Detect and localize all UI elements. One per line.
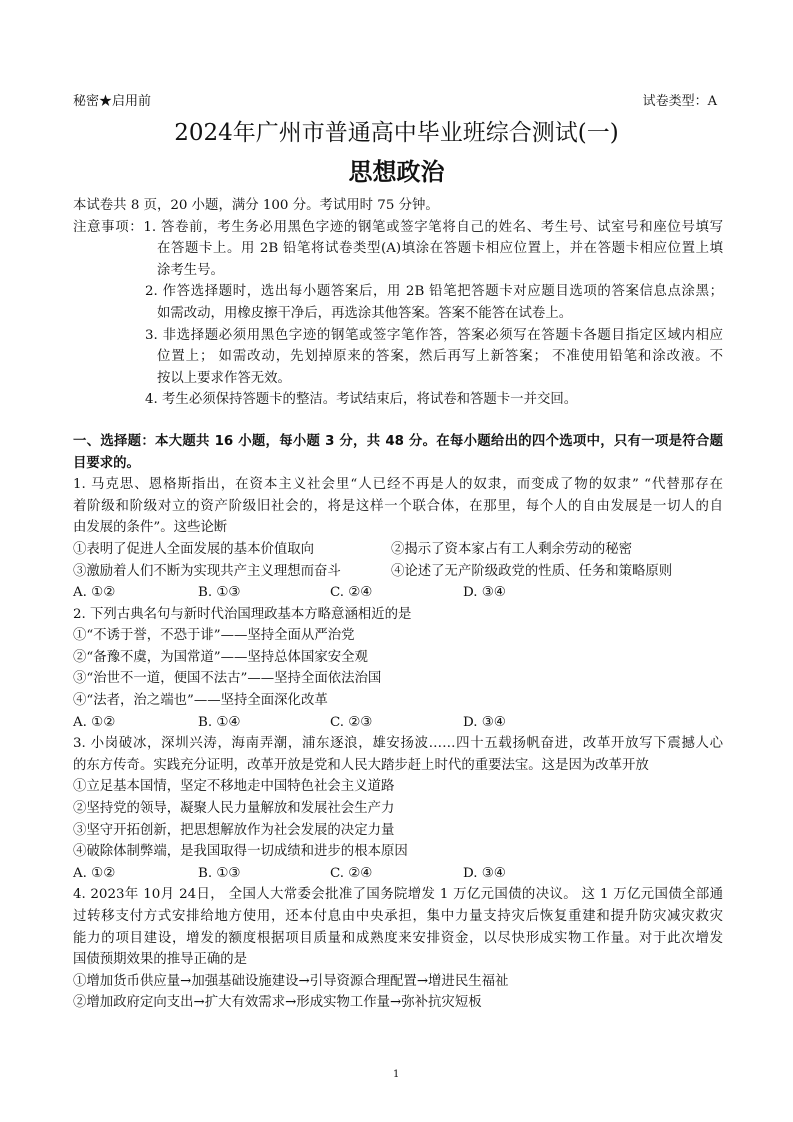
note-1-cont: 涂考生号。 bbox=[157, 262, 224, 278]
choice-c: C. ②③ bbox=[330, 714, 373, 730]
q4-item: ①增加货币供应量→加强基础设施建设→引导资源合理配置→增进民生福祉 bbox=[73, 973, 509, 989]
q3-item: ②坚持党的领导，凝聚人民力量解放和发展社会生产力 bbox=[73, 801, 395, 817]
q3-item: ④破除体制弊端，是我国取得一切成绩和进步的根本原因 bbox=[73, 844, 408, 860]
q3-stem: 的东方传奇。实践充分证明，改革开放是党和人民大踏步赶上时代的重要法宝。这是因为改革开放 bbox=[73, 757, 649, 773]
q2-item: ③“治世不一道，便国不法古”——坚持全面依法治国 bbox=[73, 671, 382, 687]
choice-c: C. ②④ bbox=[330, 585, 373, 601]
section-heading: 一、选择题：本大题共 16 小题，每小题 3 分，共 48 分。在每小题给出的四个选项中，只有一项是符合题 bbox=[73, 433, 723, 449]
q1-choices bbox=[73, 582, 723, 604]
section-heading-cont: 目要求的。 bbox=[73, 455, 140, 471]
q1-items-row bbox=[73, 539, 723, 561]
choice-b: B. ①③ bbox=[198, 865, 241, 881]
note-3: 3. 非选择题必须用黑色字迹的钢笔或签字笔作答，答案必须写在答题卡各题目指定区域内相应 bbox=[145, 327, 723, 343]
q2-item: ②“备豫不虞，为国常道”——坚持总体国家安全观 bbox=[73, 649, 368, 665]
note-2: 2. 作答选择题时，选出每小题答案后，用 2B 铅笔把答题卡对应题目选项的答案信息点涂黑； bbox=[145, 284, 723, 300]
exam-body bbox=[73, 195, 723, 1014]
note-3-cont: 按以上要求作答无效。 bbox=[157, 370, 291, 386]
choice-d: D. ③④ bbox=[463, 585, 506, 601]
q3-stem: 3. 小岗破冰，深圳兴涛，海南弄潮，浦东逐浪，雄安扬波……四十五载扬帆奋进，改革开放写下震撼人心 bbox=[73, 736, 723, 752]
q1-stem: 1. 马克思、恩格斯指出，在资本主义社会里“人已经不再是人的奴隶，而变成了物的奴隶” “代替那存在 bbox=[73, 477, 723, 493]
note-4: 4. 考生必须保持答题卡的整洁。考试结束后，将试卷和答题卡一并交回。 bbox=[145, 392, 578, 408]
choice-a: A. ①② bbox=[73, 585, 116, 601]
note-2-cont: 如需改动，用橡皮擦干净后，再选涂其他答案。答案不能答在试卷上。 bbox=[157, 305, 573, 321]
q4-item: ②增加政府定向支出→扩大有效需求→形成实物工作量→弥补抗灾短板 bbox=[73, 995, 482, 1011]
page-number: 1 bbox=[393, 1069, 400, 1080]
q1-stem: 着阶级和阶级对立的资产阶级旧社会的，将是这样一个联合体，在那里，每个人的自由发展是一切人的自 bbox=[73, 498, 723, 514]
exam-title: 2024年广州市普通高中毕业班综合测试(一) bbox=[174, 120, 619, 146]
choice-d: D. ③④ bbox=[463, 865, 506, 881]
q3-item: ①立足基本国情，坚定不移地走中国特色社会主义道路 bbox=[73, 779, 395, 795]
confidential-label: 秘密★启用前 bbox=[73, 94, 152, 109]
subject-title: 思想政治 bbox=[348, 158, 445, 186]
q4-stem: 过转移支付方式安排给地方使用，还本付息由中央承担，集中力量支持灾后恢复重建和提升防灾减灾救灾 bbox=[73, 909, 723, 924]
choice-b: B. ①③ bbox=[198, 585, 241, 601]
q2-choices bbox=[73, 712, 723, 734]
exam-info: 本试卷共 8 页，20 小题，满分 100 分。考试用时 75 分钟。 bbox=[73, 198, 439, 213]
q3-choices bbox=[73, 863, 723, 885]
q2-stem: 2. 下列古典名句与新时代治国理政基本方略意涵相近的是 bbox=[73, 606, 412, 622]
q1-stem: 由发展的条件”。这些论断 bbox=[73, 520, 228, 536]
q4-stem: 国债预期效果的推导正确的是 bbox=[73, 952, 248, 968]
q1-items-row bbox=[73, 561, 723, 583]
note-3-cont: 位置上； 如需改动，先划掉原来的答案，然后再写上新答案； 不准使用铅笔和涂改液。不 bbox=[157, 349, 723, 365]
choice-a: A. ①② bbox=[73, 865, 116, 881]
q4-stem: 4. 2023年 10月 24日， 全国人大常委会批准了国务院增发 1 万亿元国债的决议。 这 1 万亿元国债全部通 bbox=[73, 887, 723, 903]
q2-item: ④“法者，治之端也”——坚持全面深化改革 bbox=[73, 693, 328, 709]
choice-d: D. ③④ bbox=[463, 714, 506, 730]
choice-a: A. ①② bbox=[73, 714, 116, 730]
note-1: 注意事项：1. 答卷前，考生务必用黑色字迹的钢笔或签字笔将自己的姓名、考生号、试室号和座位号填写 bbox=[73, 219, 723, 235]
q3-item: ③坚守开拓创新，把思想解放作为社会发展的决定力量 bbox=[73, 822, 395, 838]
q1-item: ①表明了促进人全面发展的基本价值取向 bbox=[73, 541, 315, 557]
choice-b: B. ①④ bbox=[198, 714, 241, 730]
q1-item: ②揭示了资本家占有工人剩余劳动的秘密 bbox=[391, 541, 633, 557]
q4-stem: 能力的项目建设，增发的额度根据项目质量和成熟度来安排资金，以尽快形成实物工作量。对于此次增发 bbox=[73, 930, 723, 946]
q1-item: ④论述了无产阶级政党的性质、任务和策略原则 bbox=[391, 563, 673, 579]
note-1-cont: 在答题卡上。用 2B 铅笔将试卷类型(A)填涂在答题卡相应位置上，并在答题卡相应位置上填 bbox=[157, 241, 723, 257]
paper-type-label: 试卷类型：A bbox=[642, 94, 717, 109]
q2-item: ①“不诱于誉，不恐于诽”——坚持全面从严治党 bbox=[73, 628, 355, 644]
q1-item: ③激励着人们不断为实现共产主义理想而奋斗 bbox=[73, 563, 341, 579]
choice-c: C. ②④ bbox=[330, 865, 373, 881]
